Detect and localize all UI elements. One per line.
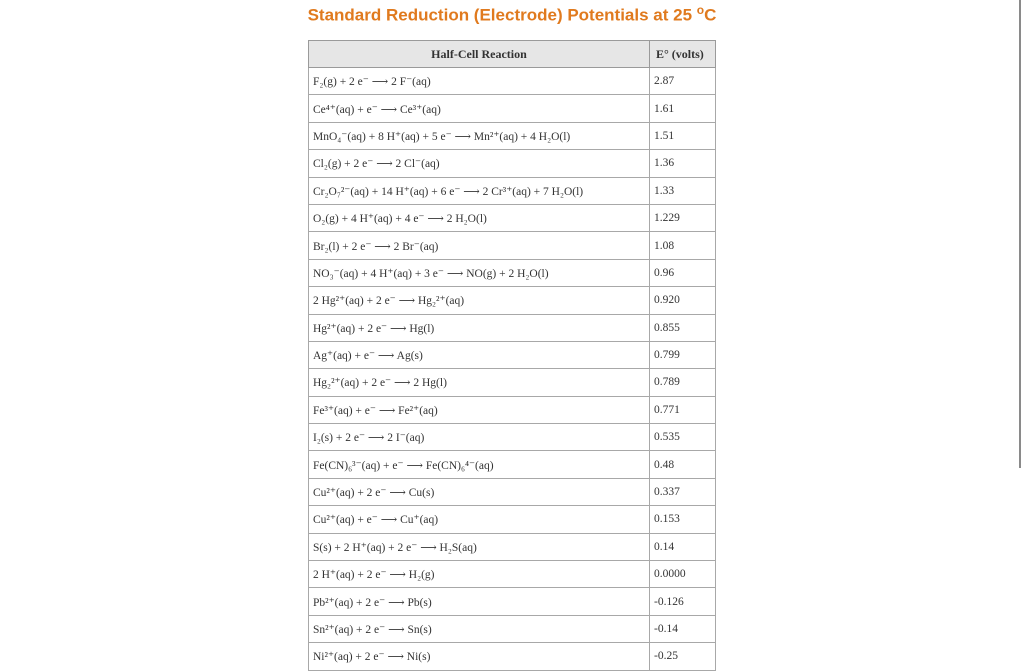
half-cell-reaction-cell: Ni²⁺(aq) + 2 e⁻ ⟶ Ni(s) [309, 643, 650, 670]
header-e-volts: E° (volts) [650, 41, 716, 68]
half-cell-reaction-cell: Fe³⁺(aq) + e⁻ ⟶ Fe²⁺(aq) [309, 396, 650, 423]
half-cell-reaction-cell: Pb²⁺(aq) + 2 e⁻ ⟶ Pb(s) [309, 588, 650, 615]
potential-value-cell: -0.25 [650, 643, 716, 670]
half-cell-reaction-cell: Br₂(l) + 2 e⁻ ⟶ 2 Br⁻(aq) [309, 232, 650, 259]
half-cell-reaction-cell: Cl₂(g) + 2 e⁻ ⟶ 2 Cl⁻(aq) [309, 150, 650, 177]
table-row [309, 506, 716, 533]
table-row [309, 232, 716, 259]
potential-value-cell: 0.153 [650, 506, 716, 533]
title-degree: o [696, 3, 705, 17]
table-row [309, 95, 716, 122]
table-row [309, 122, 716, 149]
half-cell-reaction-cell: Ce⁴⁺(aq) + e⁻ ⟶ Ce³⁺(aq) [309, 95, 650, 122]
potential-value-cell: 0.799 [650, 341, 716, 368]
potentials-table [308, 40, 716, 671]
half-cell-reaction-cell: Ag⁺(aq) + e⁻ ⟶ Ag(s) [309, 341, 650, 368]
table-row [309, 204, 716, 231]
table-row [309, 150, 716, 177]
potential-value-cell: 1.36 [650, 150, 716, 177]
table-row [309, 287, 716, 314]
potential-value-cell: -0.14 [650, 615, 716, 642]
table-row [309, 424, 716, 451]
half-cell-reaction-cell: Cr₂O₇²⁻(aq) + 14 H⁺(aq) + 6 e⁻ ⟶ 2 Cr³⁺(aq) + 7 H₂O(l) [309, 177, 650, 204]
table-row [309, 561, 716, 588]
potential-value-cell: 1.33 [650, 177, 716, 204]
half-cell-reaction-cell: Cu²⁺(aq) + 2 e⁻ ⟶ Cu(s) [309, 478, 650, 505]
half-cell-reaction-cell: Hg₂²⁺(aq) + 2 e⁻ ⟶ 2 Hg(l) [309, 369, 650, 396]
table-row [309, 396, 716, 423]
table-row [309, 533, 716, 560]
table-row [309, 451, 716, 478]
half-cell-reaction-cell: MnO₄⁻(aq) + 8 H⁺(aq) + 5 e⁻ ⟶ Mn²⁺(aq) + 4 H₂O(l) [309, 122, 650, 149]
table-row [309, 588, 716, 615]
table-body [309, 68, 716, 671]
scrollbar-edge[interactable] [1019, 0, 1021, 468]
table-row [309, 314, 716, 341]
half-cell-reaction-cell: I₂(s) + 2 e⁻ ⟶ 2 I⁻(aq) [309, 424, 650, 451]
page-title [0, 3, 1024, 26]
potential-value-cell: 0.920 [650, 287, 716, 314]
potential-value-cell: -0.126 [650, 588, 716, 615]
half-cell-reaction-cell: Hg²⁺(aq) + 2 e⁻ ⟶ Hg(l) [309, 314, 650, 341]
half-cell-reaction-cell: S(s) + 2 H⁺(aq) + 2 e⁻ ⟶ H₂S(aq) [309, 533, 650, 560]
potential-value-cell: 0.96 [650, 259, 716, 286]
half-cell-reaction-cell: Fe(CN)₆³⁻(aq) + e⁻ ⟶ Fe(CN)₆⁴⁻(aq) [309, 451, 650, 478]
table-header-row [309, 41, 716, 68]
table-row [309, 643, 716, 670]
potentials-table-container [308, 40, 716, 671]
potential-value-cell: 0.337 [650, 478, 716, 505]
table-row [309, 68, 716, 95]
table-row [309, 259, 716, 286]
table-row [309, 369, 716, 396]
header-half-cell-reaction: Half-Cell Reaction [309, 41, 650, 68]
potential-value-cell: 0.0000 [650, 561, 716, 588]
potential-value-cell: 1.61 [650, 95, 716, 122]
potential-value-cell: 0.535 [650, 424, 716, 451]
half-cell-reaction-cell: 2 Hg²⁺(aq) + 2 e⁻ ⟶ Hg₂²⁺(aq) [309, 287, 650, 314]
potential-value-cell: 0.855 [650, 314, 716, 341]
half-cell-reaction-cell: Sn²⁺(aq) + 2 e⁻ ⟶ Sn(s) [309, 615, 650, 642]
half-cell-reaction-cell: Cu²⁺(aq) + e⁻ ⟶ Cu⁺(aq) [309, 506, 650, 533]
potential-value-cell: 0.771 [650, 396, 716, 423]
potential-value-cell: 0.789 [650, 369, 716, 396]
title-unit: C [704, 5, 717, 25]
half-cell-reaction-cell: 2 H⁺(aq) + 2 e⁻ ⟶ H₂(g) [309, 561, 650, 588]
potential-value-cell: 1.08 [650, 232, 716, 259]
potential-value-cell: 0.14 [650, 533, 716, 560]
half-cell-reaction-cell: O₂(g) + 4 H⁺(aq) + 4 e⁻ ⟶ 2 H₂O(l) [309, 204, 650, 231]
potential-value-cell: 1.51 [650, 122, 716, 149]
potential-value-cell: 1.229 [650, 204, 716, 231]
half-cell-reaction-cell: NO₃⁻(aq) + 4 H⁺(aq) + 3 e⁻ ⟶ NO(g) + 2 H₂O(l) [309, 259, 650, 286]
table-row [309, 177, 716, 204]
potential-value-cell: 2.87 [650, 68, 716, 95]
table-row [309, 615, 716, 642]
half-cell-reaction-cell: F₂(g) + 2 e⁻ ⟶ 2 F⁻(aq) [309, 68, 650, 95]
table-row [309, 478, 716, 505]
table-row [309, 341, 716, 368]
potential-value-cell: 0.48 [650, 451, 716, 478]
title-text: Standard Reduction (Electrode) Potentials at 25 [307, 5, 693, 25]
